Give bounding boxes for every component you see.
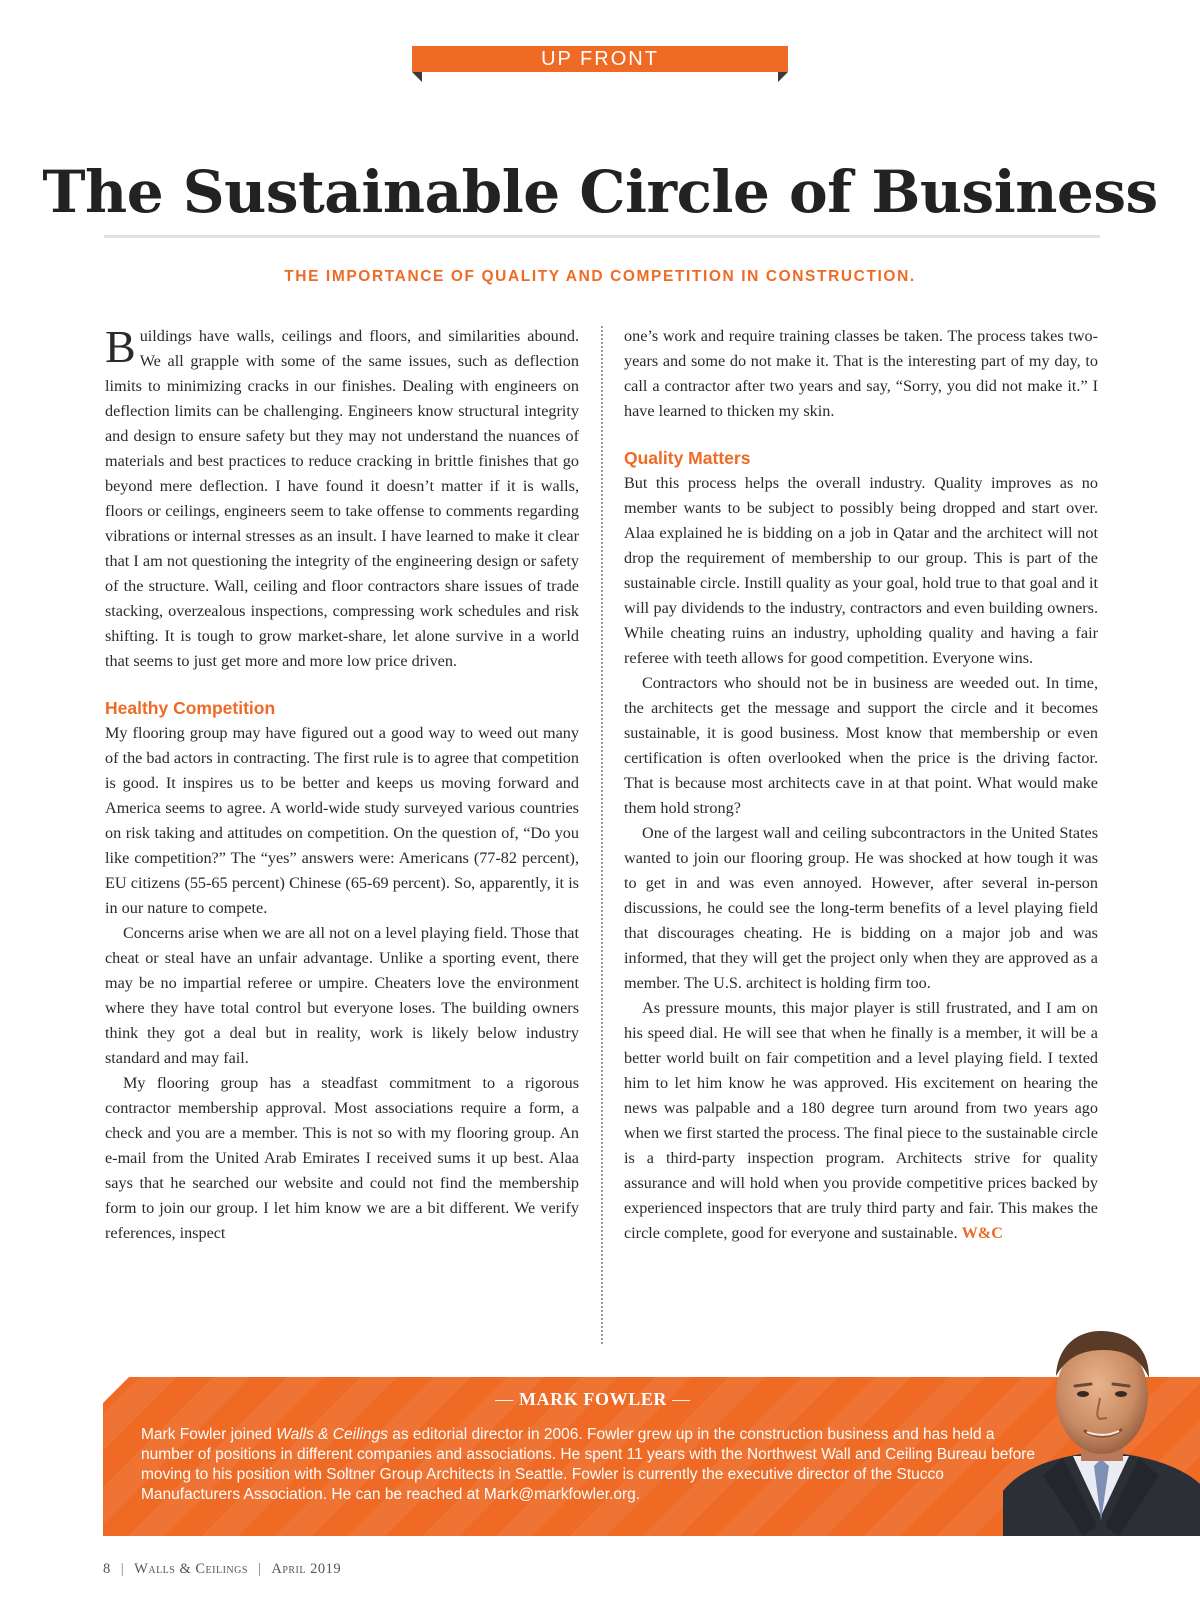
- article-column-left: [105, 321, 579, 1246]
- subhead-quality-matters: Quality Matters: [624, 448, 751, 468]
- drop-cap: B: [105, 321, 136, 372]
- section-tab: [412, 46, 788, 76]
- paragraph: But this process helps the overall industry. Quality improves as no member wants to be subject to possibly being dropped and start over. Alaa explained he is bidding on a job in Qatar and the architect will not drop the requirement of membership to our group. This is part of the sustainable circle. Instill quality as your goal, hold true to that goal and it will pay dividends to the industry, contractors and even building owners. While cheating ruins an industry, upholding quality and having a fair referee with teeth allows for good competition. Everyone wins.: [624, 474, 1098, 667]
- tab-fold-left: [412, 72, 422, 82]
- paragraph: one’s work and require training classes be taken. The process takes two-years and some do not make it. That is the interesting part of my day, to call a contractor after two years and say, “Sorry, you did not make it.” I have learned to thicken my skin.: [624, 327, 1098, 420]
- author-name-text: MARK FOWLER: [518, 1389, 668, 1409]
- paragraph-final: [624, 996, 1098, 1246]
- paragraph-final-text: As pressure mounts, this major player is still frustrated, and I am on his speed dial. He will see that when he finally is a member, it will be a better world built on fair competition and a level playing field. I texted him to let him know he was approved. His excitement on hearing the news was palpable and a 180 degree turn around from two years ago when we first started the process. The final piece to the sustainable circle is a third-party inspection program. Architects strive for quality assurance and will hold when you provide competitive prices backed by experienced inspectors that are truly third party and fair. This makes the circle complete, good for everyone and sustainable.: [624, 999, 1098, 1242]
- paragraph: One of the largest wall and ceiling subcontractors in the United States wanted to join our flooring group. He was shocked at how tough it was to get in and was even annoyed. However, after several in-person discussions, he could see the long-term benefits of a level playing field that discourages cheating. He is bidding on a major job and was informed, that they will get the project only when they are approved as a member. The U.S. architect is holding firm too.: [624, 824, 1098, 992]
- publication-name: Walls & Ceilings: [276, 1426, 388, 1443]
- section-label: UP FRONT: [412, 46, 788, 72]
- subhead-healthy-competition: Healthy Competition: [105, 698, 276, 718]
- author-name: — MARK FOWLER —: [495, 1389, 691, 1409]
- paragraph: Concerns arise when we are all not on a level playing field. Those that cheat or steal have an unfair advantage. Unlike a sporting event, there may be no impartial referee or umpire. Cheaters love the environment where they have total control but everyone loses. The building owners think they got a deal but in reality, work is likely below industry standard and may fail.: [105, 924, 579, 1067]
- footer-separator: |: [257, 1561, 262, 1577]
- paragraph-intro-text: uildings have walls, ceilings and floors, and similarities abound. We all grapple with some of the same issues, such as deflection limits to minimizing cracks in our finishes. Dealing with engineers on deflection limits can be challenging. Engineers know structural integrity and design to ensure safety but they may not understand the nuances of materials and best practices to reduce cracking in brittle finishes that go beyond mere deflection. I have found it doesn’t matter if it is walls, floors or ceilings, engineers seem to take offense to comments regarding vibrations or internal stresses as an insult. I have learned to make it clear that I am not questioning the integrity of the engineering design or safety of the structure. Wall, ceiling and floor contractors share issues of trade stacking, overzealous inspections, compressing work schedules and risk shifting. It is tough to grow market-share, let alone survive in a world that seems to just get more and more low price driven.: [105, 327, 579, 670]
- author-bio-text: Mark Fowler joined Walls & Ceilings as editorial director in 2006. Fowler grew up in the construction business and has held a number of positions in different companies and associations. He spent 11 years with the Northwest Wall and Ceiling Bureau before moving to his position with Soltner Group Architects in Seattle. Fowler is currently the executive director of the Stucco Manufacturers Association. He can be reached at Mark@markfowler.org.: [141, 1426, 1036, 1503]
- paragraph: My flooring group has a steadfast commitment to a rigorous contractor membership approval. Most associations require a form, a check and you are a member. This is not so with my flooring group. An e-mail from the United Arab Emirates I received sums it up best. Alaa says that he searched our website and could not find the membership form to join our group. I let him know we are a bit different. We verify references, inspect: [105, 1074, 579, 1242]
- paragraph: My flooring group may have figured out a good way to weed out many of the bad actors in contracting. The first rule is to agree that competition is good. It inspires us to be better and keeps us moving forward and America seems to agree. A world-wide study surveyed various countries on risk taking and attitudes on competition. On the question of, “Do you like competition?” The “yes” answers were: Americans (77-82 percent), EU citizens (55-65 percent) Chinese (65-69 percent). So, apparently, it is in our nature to compete.: [105, 724, 579, 917]
- signoff-mark: W&C: [961, 1224, 1003, 1242]
- page-footer: [103, 1561, 341, 1578]
- page-number: 8: [103, 1561, 111, 1577]
- tab-fold-right: [778, 72, 788, 82]
- footer-separator: |: [120, 1561, 125, 1577]
- issue-date: April 2019: [271, 1561, 342, 1577]
- column-divider: [601, 326, 603, 1344]
- headline-rule: [104, 235, 1100, 238]
- article-deck: THE IMPORTANCE OF QUALITY AND COMPETITION IN CONSTRUCTION.: [284, 268, 916, 285]
- magazine-name: Walls & Ceilings: [134, 1561, 248, 1577]
- author-portrait: [1003, 1316, 1200, 1536]
- article-headline: The Sustainable Circle of Business: [42, 158, 1158, 226]
- paragraph: Contractors who should not be in business are weeded out. In time, the architects get the message and support the circle and it becomes sustainable, it is good business. Most know that membership or even certification is often overlooked when the price is the driving factor. That is because most architects cave in at that point. What would make them hold strong?: [624, 674, 1098, 817]
- article-column-right: [624, 324, 1098, 1246]
- paragraph-intro: [105, 321, 579, 674]
